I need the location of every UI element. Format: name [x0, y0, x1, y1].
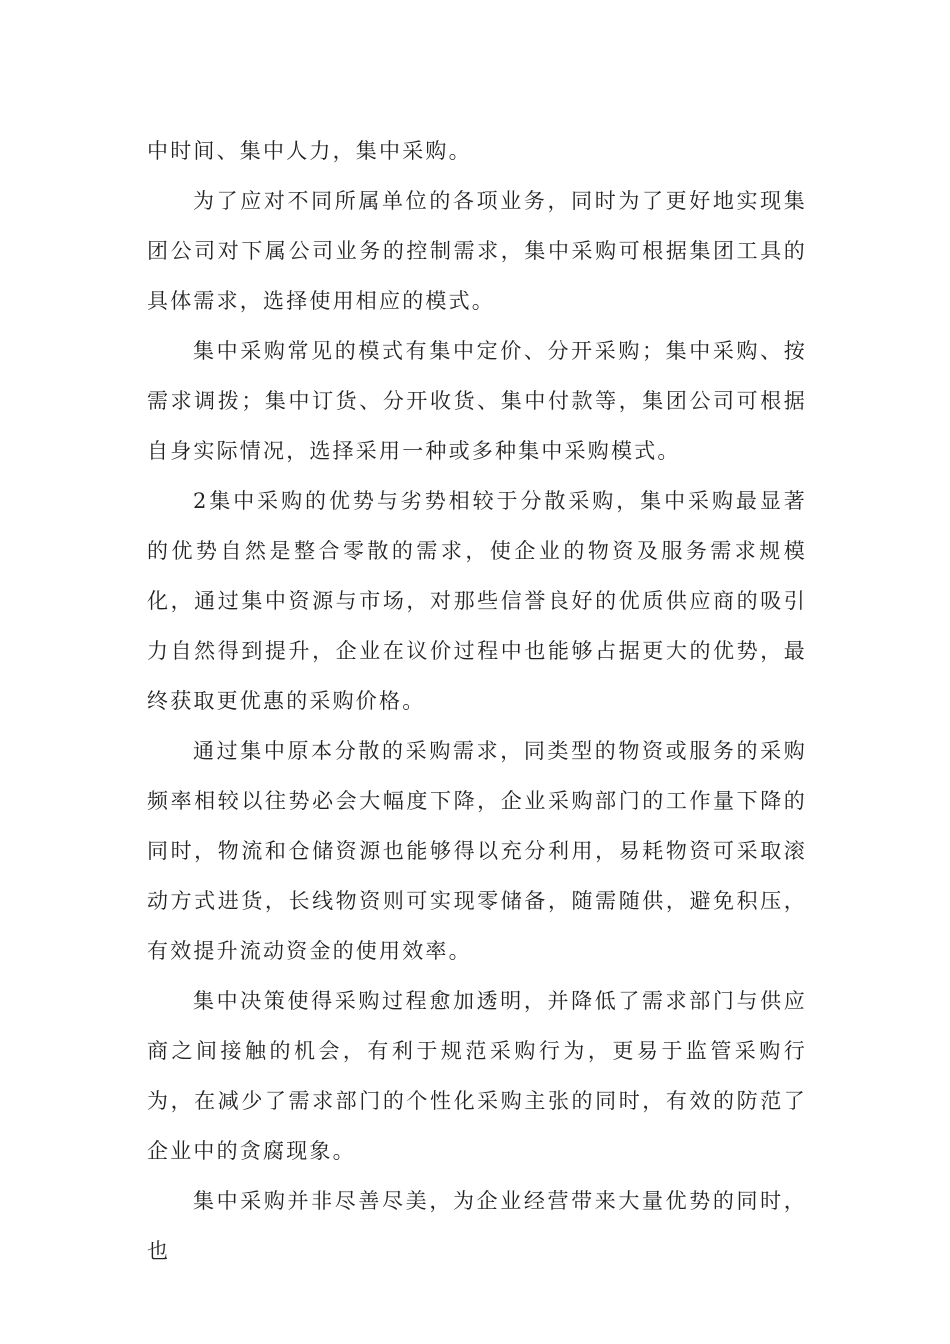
paragraph-3: 集中采购常见的模式有集中定价、分开采购；集中采购、按需求调拨；集中订货、分开收货、集中付款等，集团公司可根据自身实际情况，选择采用一种或多种集中采购模式。 — [147, 339, 807, 463]
paragraph-4: 2集中采购的优势与劣势相较于分散采购，集中采购最显著的优势自然是整合零散的需求，使企业的物资及服务需求规模化，通过集中资源与市场，对那些信誉良好的优质供应商的吸引力自然得到提升，企业在议价过程中也能够占据更大的优势，最终获取更优惠的采购价格。 — [147, 489, 807, 713]
document-body — [147, 126, 807, 1276]
paragraph-6: 集中决策使得采购过程愈加透明，并降低了需求部门与供应商之间接触的机会，有利于规范采购行为，更易于监管采购行为，在减少了需求部门的个性化采购主张的同时，有效的防范了企业中的贪腐现象。 — [147, 989, 807, 1163]
paragraph-1: 中时间、集中人力，集中采购。 — [147, 139, 472, 163]
paragraph-7: 集中采购并非尽善尽美，为企业经营带来大量优势的同时，也 — [147, 1189, 807, 1263]
paragraph-5: 通过集中原本分散的采购需求，同类型的物资或服务的采购频率相较以往势必会大幅度下降，企业采购部门的工作量下降的同时，物流和仓储资源也能够得以充分利用，易耗物资可采取滚动方式进货，长线物资则可实现零储备，随需随供，避免积压，有效提升流动资金的使用效率。 — [147, 739, 807, 963]
paragraph-2: 为了应对不同所属单位的各项业务，同时为了更好地实现集团公司对下属公司业务的控制需求，集中采购可根据集团工具的具体需求，选择使用相应的模式。 — [147, 189, 807, 313]
